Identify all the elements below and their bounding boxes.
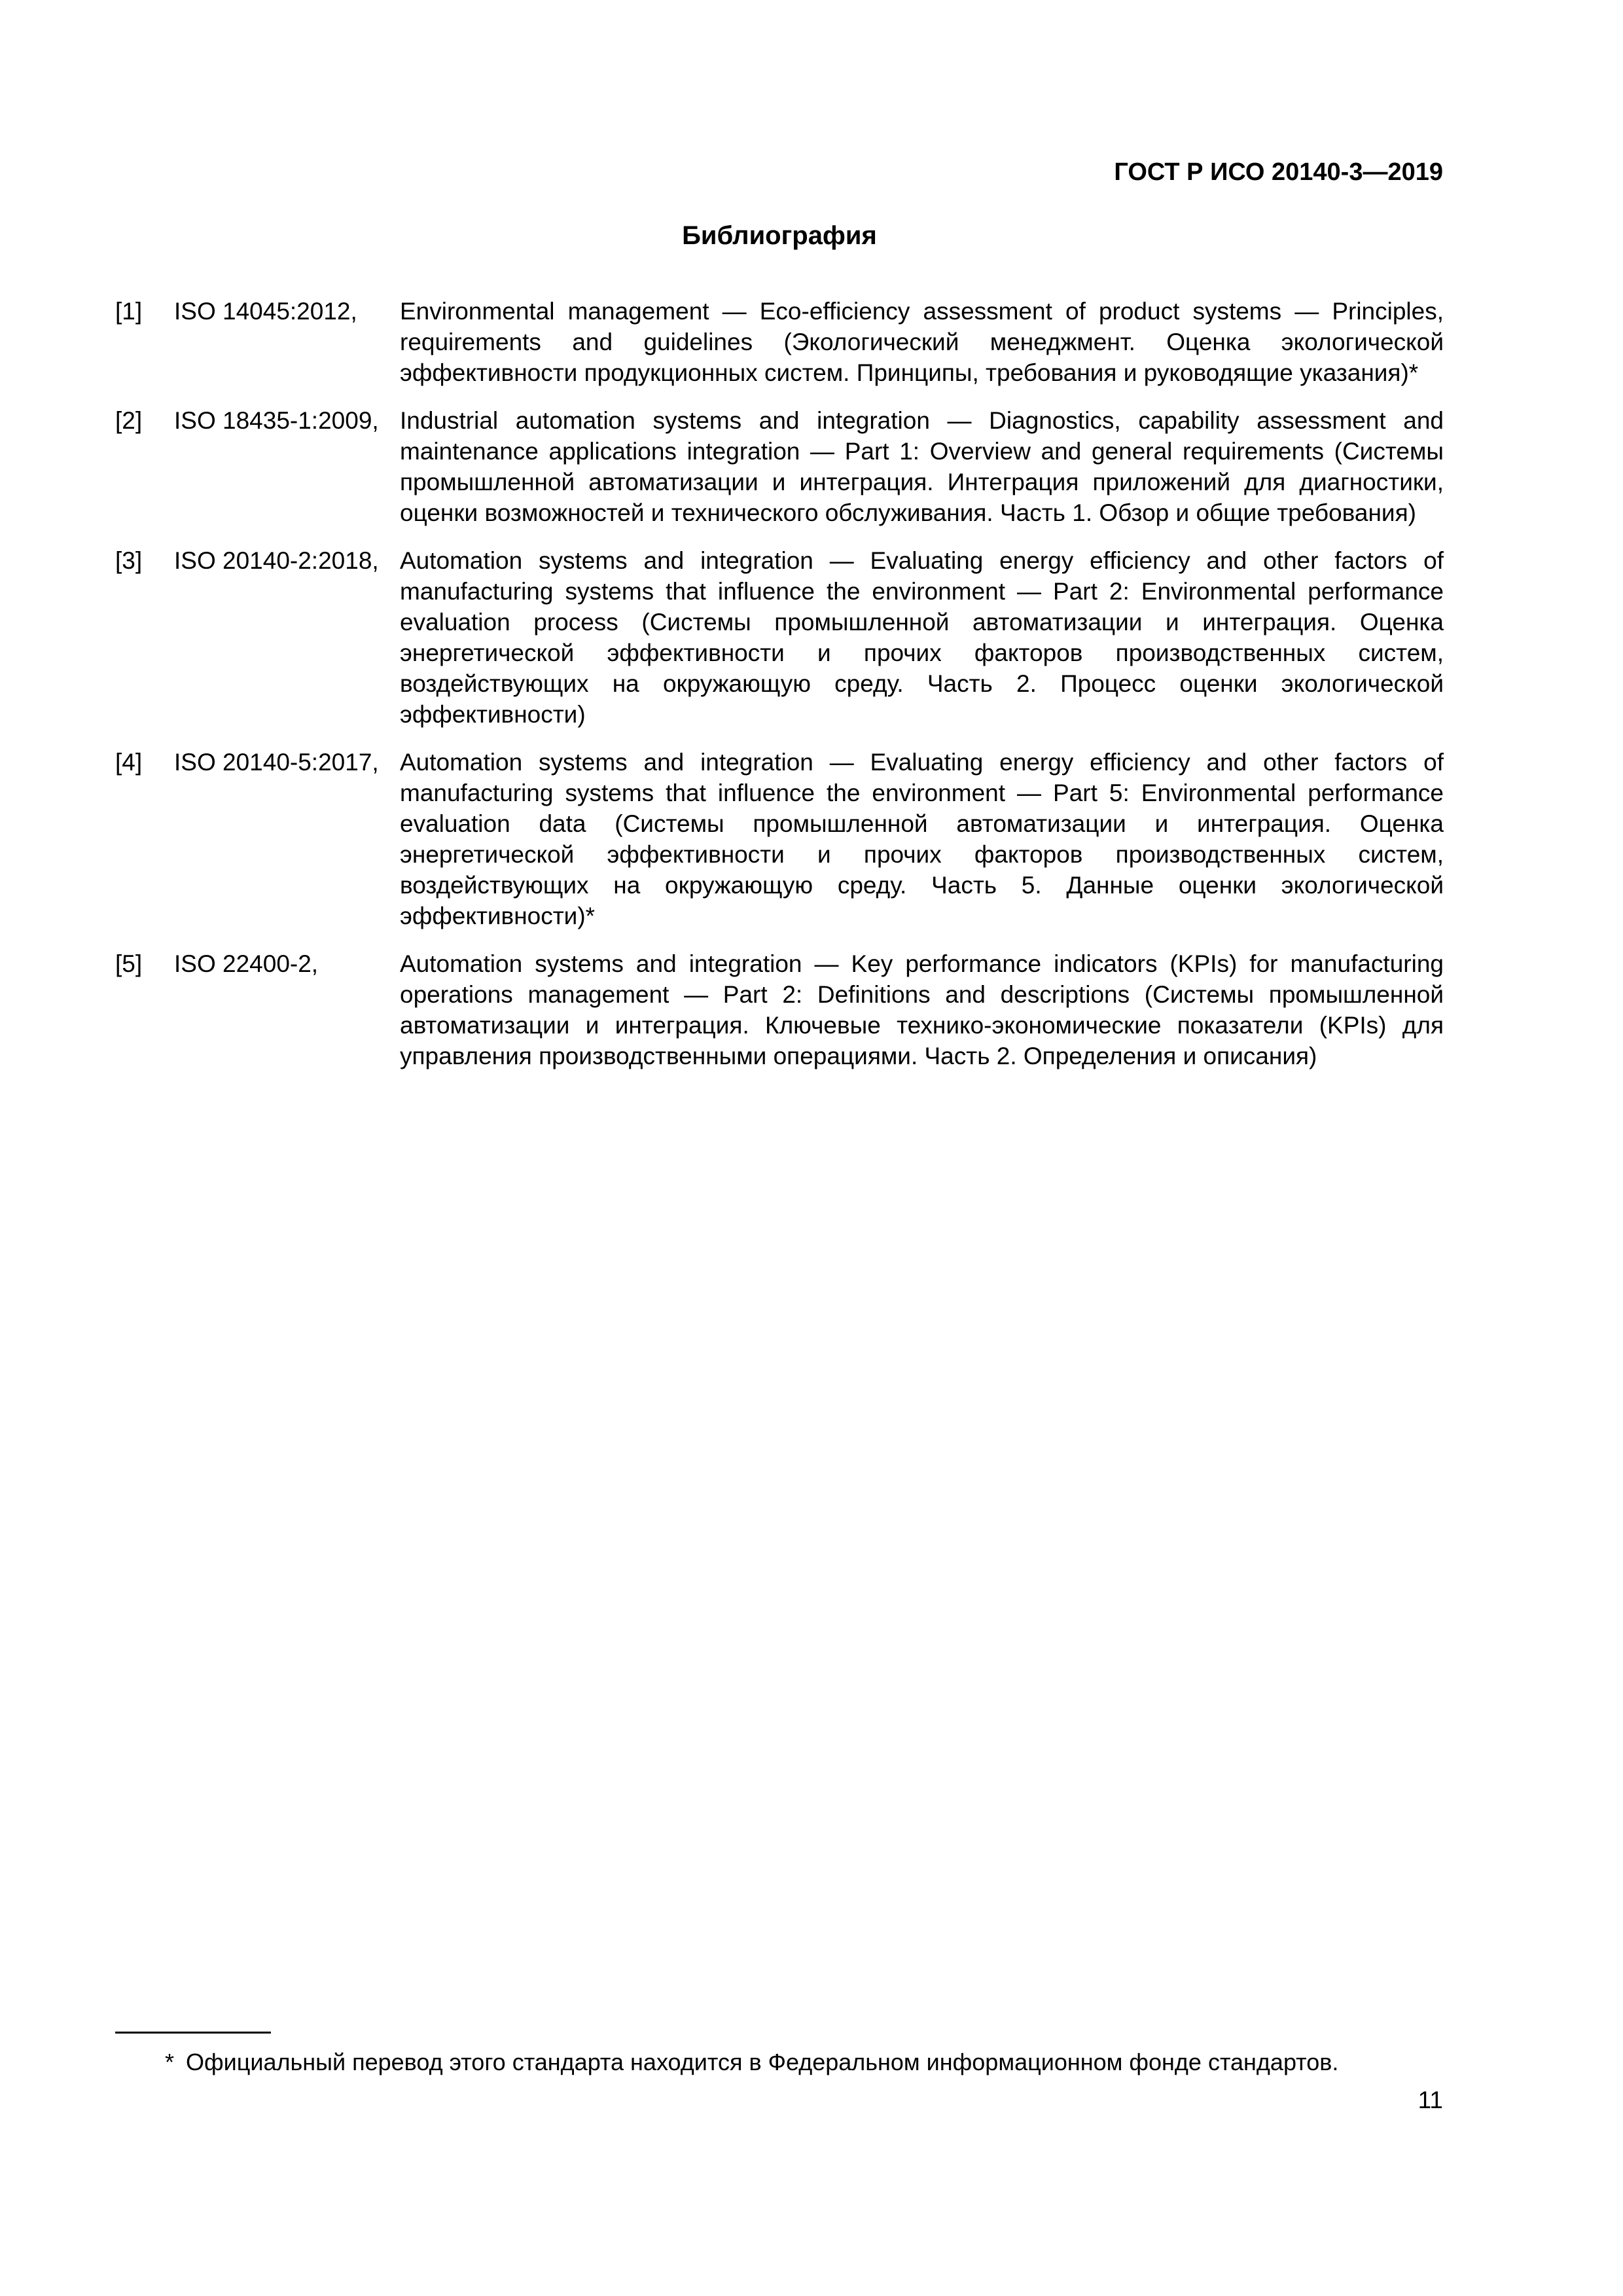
entry-label: [2] (115, 407, 143, 434)
footnote-separator (115, 2032, 271, 2034)
entry-reference: ISO 20140-2:2018, (174, 547, 379, 574)
bibliography-entry (115, 747, 1444, 931)
bibliography-entry (115, 948, 1444, 1071)
entry-description: Environmental management — Eco-efficiency assessment of product systems — Principles, requirements and guidelines (Экологический менеджмент. Оценка экологической эффективности продукционных систем. Принципы, требования и руководящие указания)* (400, 298, 1444, 386)
entry-reference: ISO 18435-1:2009, (174, 407, 379, 434)
footnote-marker: * (165, 2049, 175, 2075)
bibliography-entry (115, 296, 1444, 388)
bibliography-entry (115, 405, 1444, 528)
entry-reference: ISO 20140-5:2017, (174, 749, 379, 776)
entry-reference: ISO 14045:2012, (174, 298, 357, 325)
document-code-header: ГОСТ Р ИСО 20140-3—2019 (1114, 158, 1443, 186)
entry-label: [4] (115, 749, 143, 776)
footnote (165, 2047, 1448, 2077)
entry-description: Automation systems and integration — Evaluating energy efficiency and other factors of manufacturing systems that influence the environment — Part 2: Environmental performance evaluation process (Системы промышленной автоматизации и интеграция. Оценка энергетической эффективности и прочих факторов производственных систем, воздействующих на окружающую среду. Часть 2. Процесс оценки экологической эффективности) (400, 547, 1444, 728)
bibliography-entry (115, 545, 1444, 730)
entry-reference: ISO 22400-2, (174, 950, 319, 977)
page-number: 11 (1418, 2087, 1443, 2113)
page-title: Библиография (682, 221, 877, 250)
entry-description: Automation systems and integration — Key performance indicators (KPIs) for manufacturing operations management — Part 2: Definitions and descriptions (Системы промышленной автоматизации и интеграция. Ключевые технико-экономические показатели (KPIs) для управления производственными операциями. Часть 2. Определения и описания) (400, 950, 1444, 1069)
entry-label: [3] (115, 547, 143, 574)
footnote-text: Официальный перевод этого стандарта находится в Федеральном информационном фонде стандартов. (186, 2049, 1339, 2075)
entry-description: Automation systems and integration — Evaluating energy efficiency and other factors of manufacturing systems that influence the environment — Part 5: Environmental performance evaluation data (Системы промышленной автоматизации и интеграция. Оценка энергетической эффективности и прочих факторов производственных систем, воздействующих на окружающую среду. Часть 5. Данные оценки экологической эффективности)* (400, 749, 1444, 929)
bibliography-list (115, 296, 1444, 1088)
entry-label: [1] (115, 298, 143, 325)
entry-description: Industrial automation systems and integration — Diagnostics, capability assessment and maintenance applications integration — Part 1: Overview and general requirements (Системы промышленной автоматизации и интеграция. Интеграция приложений для диагностики, оценки возможностей и технического обслуживания. Часть 1. Обзор и общие требования) (400, 407, 1444, 526)
entry-label: [5] (115, 950, 143, 977)
